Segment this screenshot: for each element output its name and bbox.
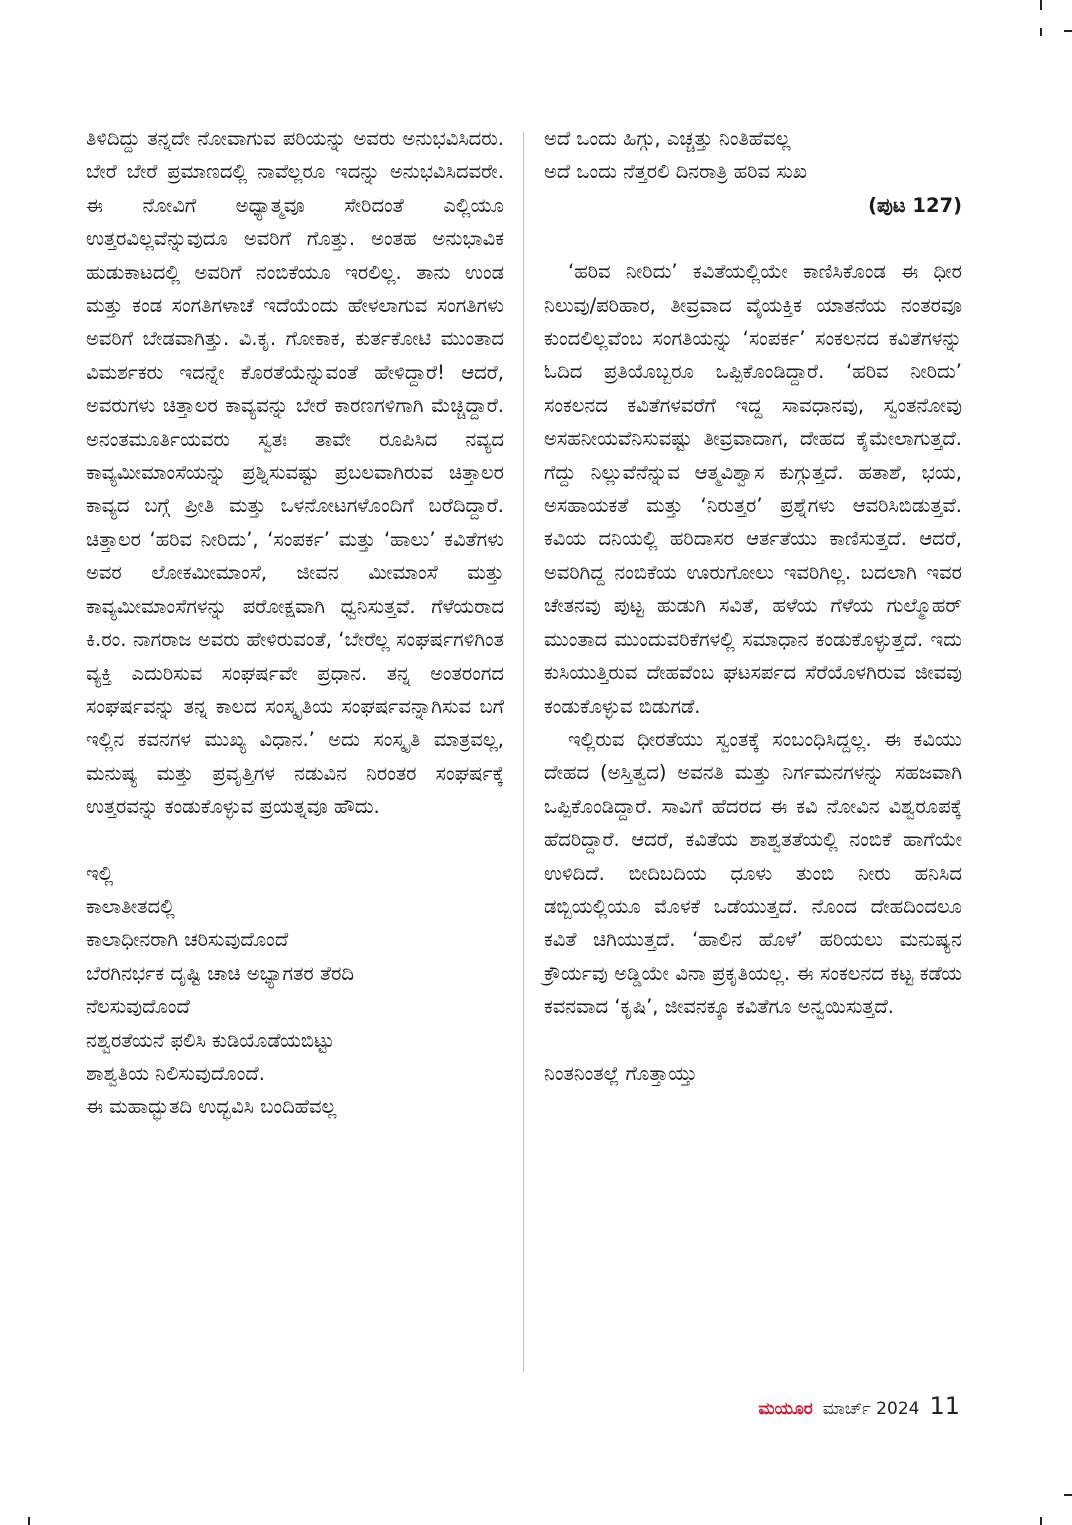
- verse-line: ಅದೆ ಒಂದು ನೆತ್ತರಲಿ ದಿನರಾತ್ರಿ ಹರಿವ ಸುಖ: [544, 160, 807, 184]
- verse-line: ಇಲ್ಲಿ: [86, 861, 114, 885]
- verse-line: ಅದೆ ಒಂದು ಹಿಗ್ಗು, ಎಚ್ಚತ್ತು ನಿಂತಿಹೆವಲ್ಲ: [544, 127, 791, 150]
- crop-mark-bottom-right: [1064, 1494, 1072, 1496]
- crop-mark-right-edge: [1064, 30, 1072, 32]
- right-paragraph-1: ‘ಹರಿವ ನೀರಿದು’ ಕವಿತೆಯಲ್ಲಿಯೇ ಕಾಣಿಸಿಕೊಂಡ ಈ ಧೀರ ನಿಲುವು/ಪರಿಹಾರ, ತೀವ್ರವಾದ ವೈಯಕ್ತಿಕ ಯಾತನೆಯ ನಂತರವೂ ಕುಂದಲಿಲ್ಲವೆಂಬ ಸಂಗತಿಯನ್ನು ‘ಸಂಪರ್ಕ’ ಸಂಕಲನದ ಕವಿತೆಗಳನ್ನು ಓದಿದ ಪ್ರತಿಯೊಬ್ಬರೂ ಒಪ್ಪಿಕೊಂಡಿದ್ದಾರೆ. ‘ಹರಿವ ನೀರಿದು’ ಸಂಕಲನದ ಕವಿತೆಗಳವರೆಗೆ ಇದ್ದ ಸಾವಧಾನವು, ಸ್ವಂತನೋವು ಅಸಹನೀಯವೆನಿಸುವಷ್ಟು ತೀವ್ರವಾದಾಗ, ದೇಹದ ಕೈಮೇಲಾಗುತ್ತದೆ. ಗೆದ್ದು ನಿಲ್ಲುವೆನೆನ್ನುವ ಆತ್ಮವಿಶ್ವಾಸ ಕುಗ್ಗುತ್ತದೆ. ಹತಾಶೆ, ಭಯ, ಅಸಹಾಯಕತೆ ಮತ್ತು ‘ನಿರುತ್ತರ’ ಪ್ರಶ್ನೆಗಳು ಆವರಿಸಿಬಿಡುತ್ತವೆ. ಕವಿಯ ದನಿಯಲ್ಲಿ ಹರಿದಾಸರ ಆರ್ತತೆಯು ಕಾಣಿಸುತ್ತದೆ. ಆದರೆ, ಅವರಿಗಿದ್ದ ನಂಬಿಕೆಯ ಊರುಗೋಲು ಇವರಿಗಿಲ್ಲ. ಬದಲಾಗಿ ಇವರ ಚೇತನವು ಪುಟ್ಟ ಹುಡುಗಿ ಸವಿತೆ, ಹಳೆಯ ಗೆಳೆಯ ಗುಲ್ಮೊಹರ್ ಮುಂತಾದ ಮುಂದುವರಿಕೆಗಳಲ್ಲಿ ಸಮಾಧಾನ ಕಂಡುಕೊಳ್ಳುತ್ತದೆ. ಇದು ಕುಸಿಯುತ್ತಿರುವ ದೇಹವೆಂಬ ಘಟಸರ್ಪದ ಸೆರೆಯೊಳಗಿರುವ ಜೀವವು ಕಂಡುಕೊಳ್ಳುವ ಬಿಡುಗಡೆ.: [544, 260, 962, 718]
- crop-mark-bottom-right-low: [1040, 1517, 1042, 1525]
- verse-line: ನಶ್ವರತೆಯನೆ ಫಲಿಸಿ ಕುಡಿಯೊಡೆಯಬಿಟ್ಟು: [86, 1028, 335, 1052]
- section-gap: [544, 222, 962, 255]
- crop-mark-top-right: [1040, 0, 1042, 10]
- left-paragraph: ತಿಳಿದಿದ್ದು ತನ್ನದೇ ನೋವಾಗುವ ಪರಿಯನ್ನು ಅವರು ಅನುಭವಿಸಿದರು. ಬೇರೆ ಬೇರೆ ಪ್ರಮಾಣದಲ್ಲಿ ನಾವೆಲ್ಲರೂ ಇದನ್ನು ಅನುಭವಿಸಿದವರೇ. ಈ ನೋವಿಗೆ ಅಧ್ಯಾತ್ಮವೂ ಸೇರಿದಂತೆ ಎಲ್ಲಿಯೂ ಉತ್ತರವಿಲ್ಲವೆನ್ನುವುದೂ ಅವರಿಗೆ ಗೊತ್ತು. ಅಂತಹ ಅನುಭಾವಿಕ ಹುಡುಕಾಟದಲ್ಲಿ ಅವರಿಗೆ ನಂಬಿಕೆಯೂ ಇರಲಿಲ್ಲ. ತಾನು ಉಂಡ ಮತ್ತು ಕಂಡ ಸಂಗತಿಗಳಾಚೆ ಇದೆಯೆಂದು ಹೇಳಲಾಗುವ ಸಂಗತಿಗಳು ಅವರಿಗೆ ಬೇಡವಾಗಿತ್ತು. ವಿ.ಕೃ. ಗೋಕಾಕ, ಕುರ್ತಕೋಟಿ ಮುಂತಾದ ವಿಮರ್ಶಕರು ಇದನ್ನೇ ಕೊರತೆಯೆನ್ನುವಂತೆ ಹೇಳಿದ್ದಾರೆ! ಆದರೆ, ಅವರುಗಳು ಚಿತ್ತಾಲರ ಕಾವ್ಯವನ್ನು ಬೇರೆ ಕಾರಣಗಳಿಗಾಗಿ ಮೆಚ್ಚಿದ್ದಾರೆ. ಅನಂತಮೂರ್ತಿಯವರು ಸ್ವತಃ ತಾವೇ ರೂಪಿಸಿದ ನವ್ಯದ ಕಾವ್ಯಮೀಮಾಂಸೆಯನ್ನು ಪ್ರಶ್ನಿಸುವಷ್ಟು ಪ್ರಬಲವಾಗಿರುವ ಚಿತ್ತಾಲರ ಕಾವ್ಯದ ಬಗ್ಗೆ ಪ್ರೀತಿ ಮತ್ತು ಒಳನೋಟಗಳೊಂದಿಗೆ ಬರೆದಿದ್ದಾರೆ. ಚಿತ್ತಾಲರ ‘ಹರಿವ ನೀರಿದು’, ‘ಸಂಪರ್ಕ’ ಮತ್ತು ‘ಹಾಲು’ ಕವಿತೆಗಳು ಅವರ ಲೋಕಮೀಮಾಂಸೆ, ಜೀವನ ಮೀಮಾಂಸೆ ಮತ್ತು ಕಾವ್ಯಮೀಮಾಂಸೆಗಳನ್ನು ಪರೋಕ್ಷವಾಗಿ ಧ್ವನಿಸುತ್ತವೆ. ಗೆಳೆಯರಾದ ಕಿ.ರಂ. ನಾಗರಾಜ ಅವರು ಹೇಳಿರುವಂತೆ, ‘ಬೇರೆಲ್ಲ ಸಂಘರ್ಷಗಳಿಗಿಂತ ವ್ಯಕ್ತಿ ಎದುರಿಸುವ ಸಂಘರ್ಷವೇ ಪ್ರಧಾನ. ತನ್ನ ಅಂತರಂಗದ ಸಂಘರ್ಷವನ್ನು ತನ್ನ ಕಾಲದ ಸಂಸ್ಕೃತಿಯ ಸಂಘರ್ಷವನ್ನಾಗಿಸುವ ಬಗೆ ಇಲ್ಲಿನ ಕವನಗಳ ಮುಖ್ಯ ವಿಧಾನ.’ ಅದು ಸಂಸ್ಕೃತಿ ಮಾತ್ರವಲ್ಲ, ಮನುಷ್ಯ ಮತ್ತು ಪ್ರವೃತ್ತಿಗಳ ನಡುವಿನ ನಿರಂತರ ಸಂಘರ್ಷಕ್ಕೆ ಉತ್ತರವನ್ನು ಕಂಡುಕೊಳ್ಳುವ ಪ್ರಯತ್ನವೂ ಹೌದು.: [86, 127, 504, 819]
- verse-line: ಕಾಲಾತೀತದಲ್ಲಿ: [86, 894, 175, 918]
- left-column: [86, 122, 504, 1124]
- page-number: 11: [929, 1392, 960, 1420]
- page-reference: (ಪುಟ 127): [868, 193, 962, 217]
- verse-line: ಕಾಲಾಧೀನರಾಗಿ ಚರಿಸುವುದೊಂದೆ: [86, 928, 289, 952]
- verse-line: ನೆಲಸುವುದೊಂದೆ: [86, 995, 190, 1019]
- right-column: [544, 122, 962, 1090]
- crop-mark-bottom-left: [28, 1517, 30, 1525]
- crop-mark-top-right-lower: [1040, 28, 1042, 36]
- right-verse-start: [544, 1057, 962, 1090]
- issue-month: ಮಾರ್ಚ್ 2024: [822, 1399, 920, 1419]
- magazine-logo: ಮಯೂರ: [758, 1399, 813, 1419]
- right-verse: [544, 122, 962, 189]
- verse-line: ಶಾಶ್ವತಿಯ ನಿಲಿಸುವುದೊಂದೆ.: [86, 1061, 265, 1085]
- column-divider: [523, 132, 524, 1372]
- left-verse: [86, 857, 504, 1124]
- right-paragraph-2: ಇಲ್ಲಿರುವ ಧೀರತೆಯು ಸ್ವಂತಕ್ಕೆ ಸಂಬಂಧಿಸಿದ್ದಲ್ಲ. ಈ ಕವಿಯು ದೇಹದ (ಅಸ್ತಿತ್ವದ) ಅವನತಿ ಮತ್ತು ನಿರ್ಗಮನಗಳನ್ನು ಸಹಜವಾಗಿ ಒಪ್ಪಿಕೊಂಡಿದ್ದಾರೆ. ಸಾವಿಗೆ ಹೆದರದ ಈ ಕವಿ ನೋವಿನ ವಿಶ್ವರೂಪಕ್ಕೆ ಹೆದರಿದ್ದಾರೆ. ಆದರೆ, ಕವಿತೆಯ ಶಾಶ್ವತತೆಯಲ್ಲಿ ನಂಬಿಕೆ ಹಾಗೆಯೇ ಉಳಿದಿದೆ. ಬೀದಿಬದಿಯ ಧೂಳು ತುಂಬಿ ನೀರು ಹನಿಸಿದ ಡಬ್ಬಿಯಲ್ಲಿಯೂ ಮೊಳಕೆ ಒಡೆಯುತ್ತದೆ. ನೊಂದ ದೇಹದಿಂದಲೂ ಕವಿತೆ ಚಿಗಿಯುತ್ತದೆ. ‘ಹಾಲಿನ ಹೊಳೆ’ ಹರಿಯಲು ಮನುಷ್ಯನ ಕ್ರೌರ್ಯವು ಅಡ್ಡಿಯೇ ವಿನಾ ಪ್ರಕೃತಿಯಲ್ಲ. ಈ ಸಂಕಲನದ ಕಟ್ಟ ಕಡೆಯ ಕವನವಾದ ‘ಕೃಷಿ’, ಜೀವನಕ್ಕೂ ಕವಿತೆಗೂ ಅನ್ವಯಿಸುತ್ತದೆ.: [544, 727, 962, 1019]
- verse-line: ಈ ಮಹಾದ್ಭುತದಿ ಉದ್ಭವಿಸಿ ಬಂದಿಹೆವಲ್ಲ: [86, 1095, 337, 1119]
- stanza-gap: [86, 824, 504, 857]
- verse-line: ಬೆರಗಿನರ್ಭಕ ದೃಷ್ಟಿ ಚಾಚಿ ಅಭ್ಯಾಗತರ ತೆರದಿ: [86, 961, 354, 985]
- stanza-gap: [544, 1024, 962, 1057]
- verse-line: ನಿಂತನಿಂತಲ್ಲೆ ಗೊತ್ತಾಯ್ತು: [544, 1061, 697, 1085]
- page-footer: [758, 1392, 960, 1420]
